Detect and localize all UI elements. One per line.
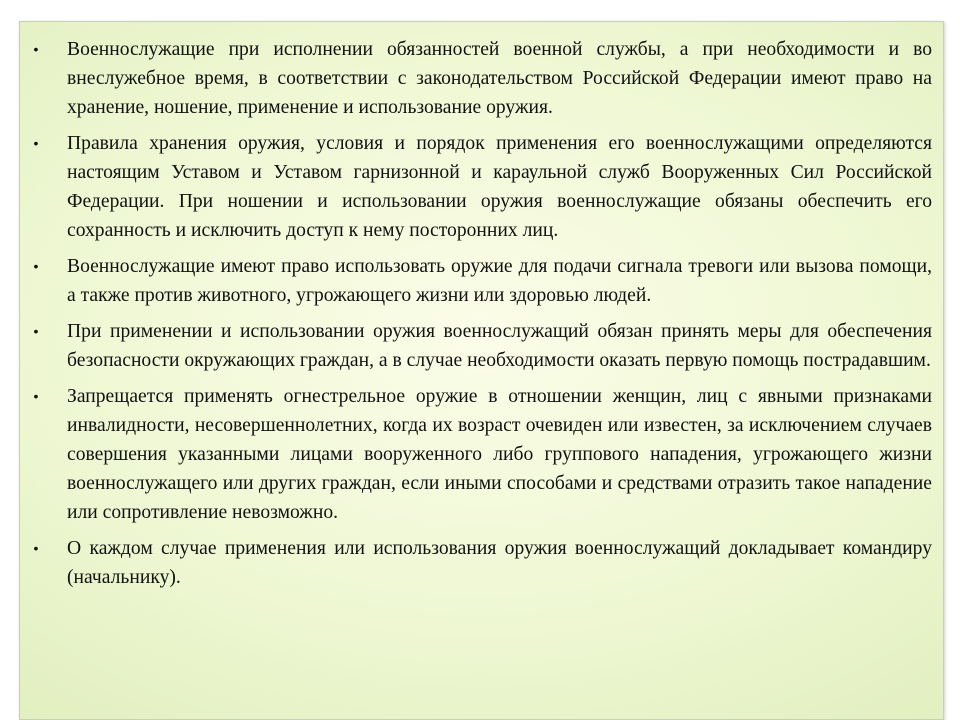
list-item bbox=[20, 317, 945, 375]
list-item-text: Военнослужащие при исполнении обязанностей военной службы, а при необходимости и во внеслужебное время, в соответствии с законодательством Российской Федерации имеют право на хранение, ношение, применение и использование оружия. bbox=[67, 39, 932, 118]
bullet-icon: • bbox=[33, 540, 39, 556]
list-item bbox=[20, 252, 945, 310]
list-item bbox=[20, 35, 945, 122]
bullet-icon: • bbox=[33, 323, 39, 339]
bullet-icon: • bbox=[33, 41, 39, 57]
bullet-icon: • bbox=[33, 388, 39, 404]
bullet-list bbox=[20, 35, 945, 599]
list-item bbox=[20, 382, 945, 527]
bullet-icon: • bbox=[33, 258, 39, 274]
list-item bbox=[20, 534, 945, 592]
list-item-text: Правила хранения оружия, условия и порядок применения его военнослужащими определяются настоящим Уставом и Уставом гарнизонной и караульной служб Вооруженных Сил Российской Федерации. При ношении и использовании оружия военнослужащие обязаны обеспечить его сохранность и исключить доступ к нему посторонних лиц. bbox=[67, 133, 932, 241]
content-panel bbox=[19, 21, 944, 720]
list-item-text: О каждом случае применения или использования оружия военнослужащий докладывает командиру (начальнику). bbox=[67, 538, 932, 588]
list-item-text: Запрещается применять огнестрельное оружие в отношении женщин, лиц с явными признаками инвалидности, несовершеннолетних, когда их возраст очевиден или известен, за исключением случаев совершения указанными лицами вооруженного либо группового нападения, угрожающего жизни военнослужащего или других граждан, если иными способами и средствами отразить такое нападение или сопротивление невозможно. bbox=[67, 386, 932, 523]
list-item bbox=[20, 129, 945, 245]
list-item-text: Военнослужащие имеют право использовать оружие для подачи сигнала тревоги или вызова помощи, а также против животного, угрожающего жизни или здоровью людей. bbox=[67, 256, 932, 306]
list-item-text: При применении и использовании оружия военнослужащий обязан принять меры для обеспечения безопасности окружающих граждан, а в случае необходимости оказать первую помощь пострадавшим. bbox=[67, 321, 932, 371]
bullet-icon: • bbox=[33, 135, 39, 151]
